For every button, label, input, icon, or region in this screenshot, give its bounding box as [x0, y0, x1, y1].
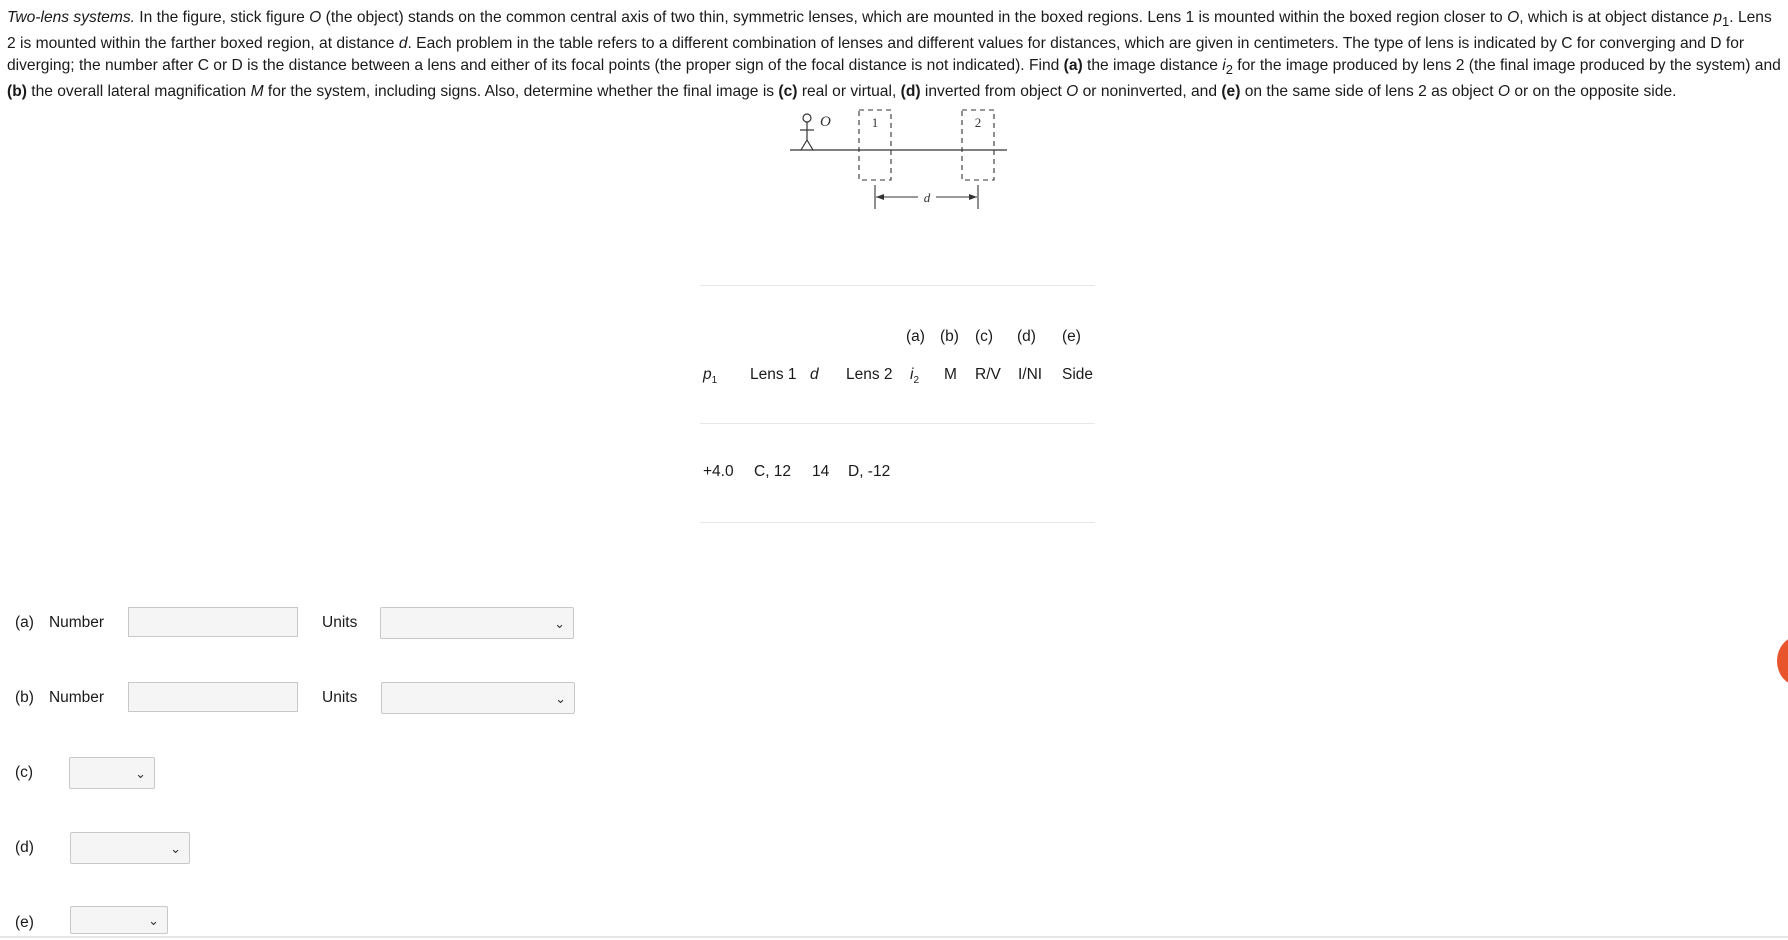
answer-a-number-input[interactable] [128, 607, 298, 637]
answer-d-row [15, 831, 34, 865]
table-rule-top [700, 285, 1095, 286]
answer-b-units-label: Units [322, 689, 358, 706]
lens1-label: 1 [871, 115, 879, 130]
answer-e-label: (e) [15, 914, 34, 931]
chevron-down-icon: ⌄ [554, 616, 565, 631]
answer-a-units-select[interactable] [380, 607, 574, 639]
answer-b-number-label: Number [48, 689, 105, 706]
col-lens2: Lens 2 [846, 366, 893, 383]
stick-figure-object [800, 114, 814, 150]
answer-b-row [15, 681, 104, 715]
answer-a-units-label: Units [322, 614, 358, 631]
table-rule-mid [700, 423, 1095, 424]
header-d: (d) [1017, 328, 1036, 345]
answer-d-select[interactable] [70, 832, 190, 864]
row-d-value: 14 [812, 463, 830, 480]
chevron-down-icon: ⌄ [148, 913, 159, 928]
answer-a-label: (a) [15, 614, 34, 631]
col-p1: $p_1$ [703, 366, 718, 387]
answer-b-label: (b) [15, 689, 34, 706]
col-d: d [810, 366, 819, 383]
lens2-label: 2 [974, 115, 982, 130]
col-m: M [944, 366, 957, 383]
col-i2: $i_2$ [910, 366, 920, 387]
answer-c-label: (c) [15, 764, 34, 781]
problem-statement: Two-lens systems. In the figure, stick figure O (the object) stands on the common central axis of two thin, symmetric lenses, which are mounted in the boxed regions. Lens 1 is mounted within the boxed region closer to O, which is at object distance $p_1$. Lens 2 is mounted within the farther boxed region, at distance d. Each problem in the table refers to a different combination of lenses and different values for distances, which are given in centimeters. The type of lens is indicated by C for converging and D for diverging; the number after C or D is the distance between a lens and either of its focal points (the proper sign of the focal distance is not indicated). Find (a) the image distance $i_2$ for the image produced by lens 2 (the final image produced by the system) and (b) the overall lateral magnification M for the system, including signs. Also, determine whether the final image is (c) real or virtual, (d) inverted from object O or noninverted, and (e) on the same side of lens 2 as object O or on the opposite side. [7, 9, 1781, 101]
answer-b-units-select[interactable] [381, 682, 575, 714]
chevron-down-icon: ⌄ [555, 691, 566, 706]
row-lens1-value: C, 12 [754, 463, 792, 480]
distance-d-label: d [923, 190, 931, 205]
side-assist-button[interactable] [1777, 636, 1788, 686]
lens-figure [785, 108, 1010, 216]
answer-a-row [15, 606, 104, 640]
col-side: Side [1062, 366, 1094, 383]
row-lens2-value: D, -12 [848, 463, 891, 480]
table-rule-bottom [700, 522, 1095, 523]
chevron-down-icon: ⌄ [170, 841, 181, 856]
header-e: (e) [1062, 328, 1081, 345]
lens-diagram [785, 108, 1010, 216]
answer-a-number-label: Number [48, 614, 105, 631]
answer-c-select[interactable] [69, 757, 155, 789]
bottom-divider [0, 936, 1788, 938]
answer-c-row [15, 756, 33, 790]
answer-d-label: (d) [15, 839, 34, 856]
row-p1-value: +4.0 [703, 463, 734, 480]
chevron-down-icon: ⌄ [135, 766, 146, 781]
header-b: (b) [940, 328, 959, 345]
col-rv: R/V [975, 366, 1001, 383]
header-c: (c) [975, 328, 994, 345]
col-lens1: Lens 1 [750, 366, 797, 383]
answer-e-select[interactable] [70, 906, 168, 934]
answer-b-number-input[interactable] [128, 682, 298, 712]
answer-e-row [15, 906, 34, 940]
col-ini: I/NI [1018, 366, 1043, 383]
problem-title: Two-lens systems. [7, 9, 135, 26]
object-label: O [820, 114, 831, 130]
header-a: (a) [906, 328, 925, 345]
